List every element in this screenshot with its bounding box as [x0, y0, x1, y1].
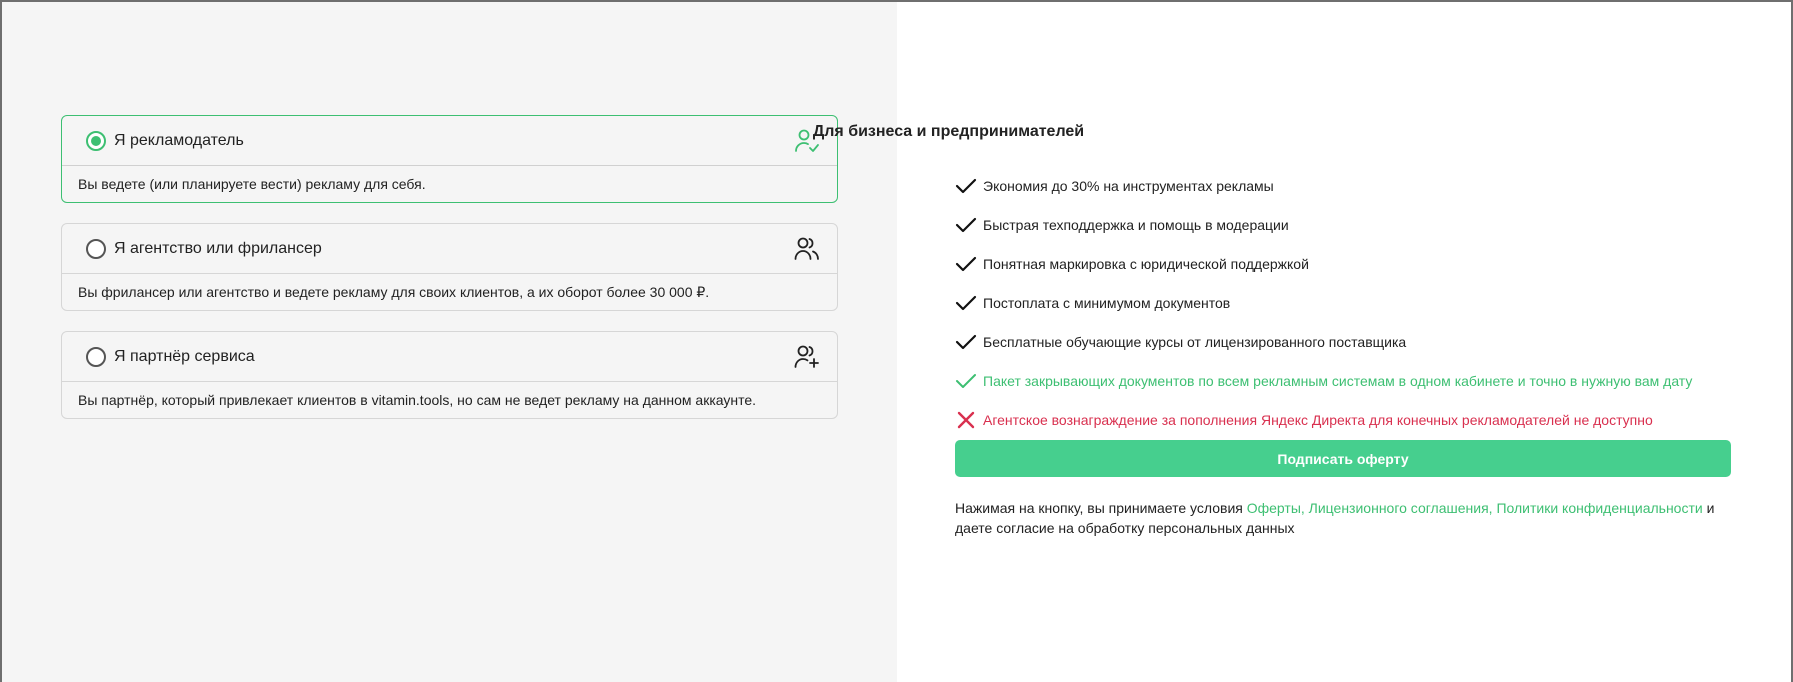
- check-icon: [955, 214, 981, 236]
- feature-text: Быстрая техподдержка и помощь в модерации: [983, 216, 1289, 233]
- option-description: Вы партнёр, который привлекает клиентов в vitamin.tools, но сам не ведет рекламу на данном аккаунте.: [78, 392, 757, 408]
- feature-item: [955, 205, 1745, 244]
- option-title: Я партнёр сервиса: [114, 347, 255, 365]
- feature-text: Постоплата с минимумом документов: [983, 294, 1231, 311]
- option-title: Я рекламодатель: [114, 131, 244, 149]
- privacy-link[interactable]: Политики конфиденциальности: [1496, 500, 1703, 516]
- account-type-panel: [2, 2, 897, 682]
- feature-text: Пакет закрывающих документов по всем рекламным системам в одном кабинете и точно в нужную вам дату: [983, 372, 1693, 389]
- cross-icon: [955, 409, 981, 431]
- feature-item-highlight: [955, 361, 1745, 400]
- check-icon: [955, 175, 981, 197]
- terms-suffix: и даете согласие на обработку персональных данных: [955, 500, 1715, 536]
- feature-item-unavailable: [955, 400, 1745, 439]
- feature-text: Понятная маркировка с юридической поддержкой: [983, 255, 1309, 272]
- sign-offer-button[interactable]: Подписать оферту: [955, 440, 1731, 477]
- radio-agency[interactable]: [86, 239, 106, 259]
- option-title: Я агентство или фрилансер: [114, 239, 322, 257]
- feature-list: [955, 166, 1745, 439]
- user-plus-icon: [793, 343, 821, 371]
- feature-text: Экономия до 30% на инструментах рекламы: [983, 177, 1274, 194]
- offer-link[interactable]: Оферты,: [1246, 500, 1305, 516]
- check-icon: [955, 292, 981, 314]
- option-description: Вы ведете (или планируете вести) рекламу для себя.: [78, 176, 426, 192]
- check-icon: [955, 331, 981, 353]
- check-green-icon: [955, 370, 981, 392]
- option-partner[interactable]: [61, 331, 838, 419]
- option-header[interactable]: [62, 332, 837, 382]
- license-link[interactable]: Лицензионного соглашения,: [1308, 500, 1493, 516]
- feature-item: [955, 166, 1745, 205]
- feature-item: [955, 322, 1745, 361]
- feature-item: [955, 283, 1745, 322]
- feature-text: Бесплатные обучающие курсы от лицензированного поставщика: [983, 333, 1407, 350]
- terms-text: [955, 498, 1735, 538]
- feature-text: Агентское вознаграждение за пополнения Яндекс Директа для конечных рекламодателей не доступно: [983, 411, 1653, 428]
- option-agency[interactable]: [61, 223, 838, 311]
- users-icon: [793, 235, 821, 263]
- radio-partner[interactable]: [86, 347, 106, 367]
- offer-title: Для бизнеса и предпринимателей: [812, 123, 1085, 140]
- feature-item: [955, 244, 1745, 283]
- check-icon: [955, 253, 981, 275]
- terms-prefix: Нажимая на кнопку, вы принимаете условия: [955, 500, 1247, 516]
- option-header[interactable]: [62, 224, 837, 274]
- option-description: Вы фрилансер или агентство и ведете рекламу для своих клиентов, а их оборот более 30 000 ₽.: [78, 283, 710, 300]
